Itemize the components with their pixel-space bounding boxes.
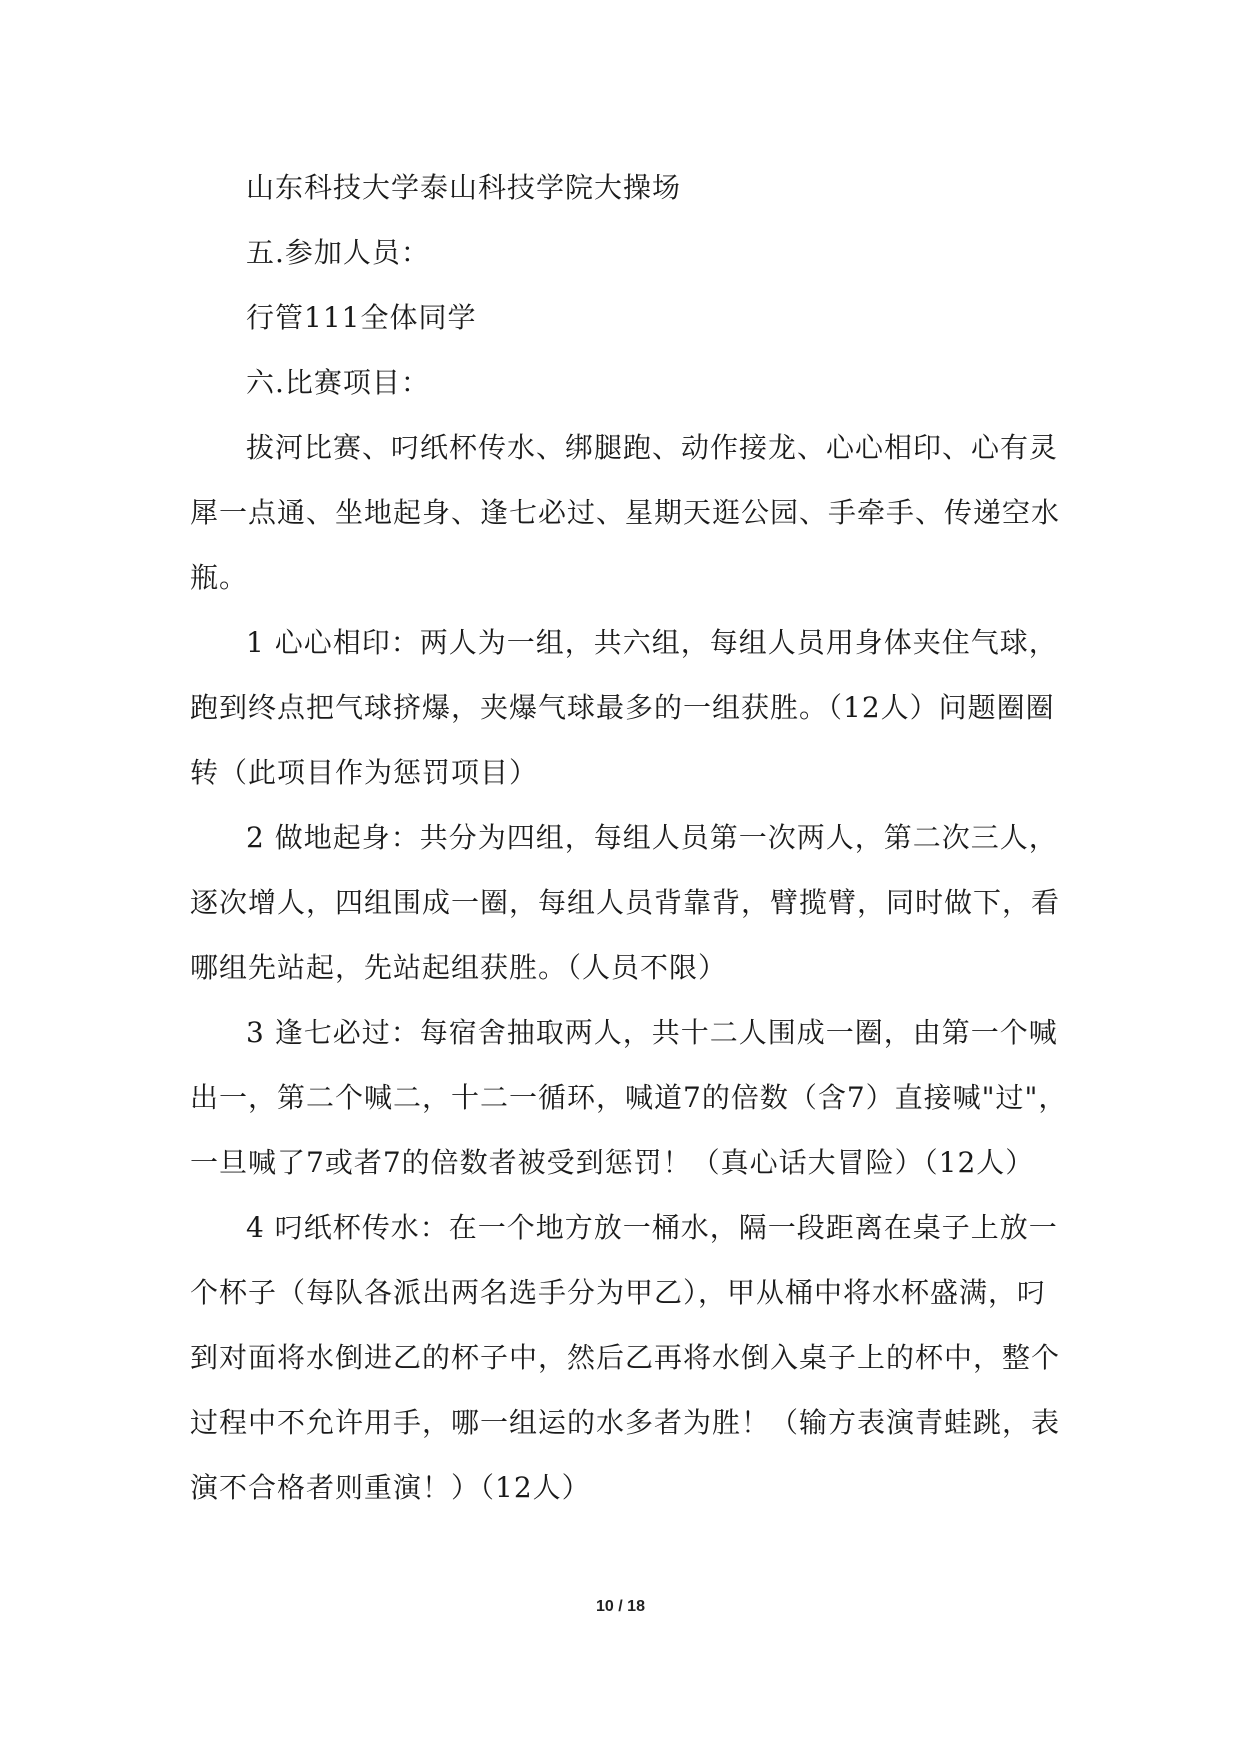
event-4-paragraph: 4 叼纸杯传水：在一个地方放一桶水，隔一段距离在桌子上放一个杯子（每队各派出两名选手分为甲乙），甲从桶中将水杯盛满，叼到对面将水倒进乙的杯子中，然后乙再将水倒入桌子上的杯中，整个过程中不允许用手，哪一组运的水多者为胜！（输方表演青蛙跳，表演不合格者则重演！）（12人） [190,1211,1061,1504]
event-1-paragraph: 1 心心相印：两人为一组，共六组，每组人员用身体夹住气球，跑到终点把气球挤爆，夹爆气球最多的一组获胜。（12人）问题圈圈转（此项目作为惩罚项目） [190,626,1058,789]
event-3-paragraph: 3 逢七必过：每宿舍抽取两人，共十二人围成一圈，由第一个喊出一，第二个喊二，十二一循环，喊道7的倍数（含7）直接喊"过"，一旦喊了7或者7的倍数者被受到惩罚！（真心话大冒险）（12人） [190,1016,1068,1179]
events-list-paragraph: 拔河比赛、叼纸杯传水、绑腿跑、动作接龙、心心相印、心有灵犀一点通、坐地起身、逢七必过、星期天逛公园、手牵手、传递空水瓶。 [190,431,1061,594]
section-heading-participants: 五.参加人员： [246,236,430,269]
section-heading-events: 六.比赛项目： [246,366,430,399]
event-2-paragraph: 2 做地起身：共分为四组，每组人员第一次两人，第二次三人，逐次增人，四组围成一圈，每组人员背靠背，臂揽臂，同时做下，看哪组先站起，先站起组获胜。（人员不限） [190,821,1061,984]
page-number: 10 / 18 [596,1598,645,1615]
venue-line: 山东科技大学泰山科技学院大操场 [246,171,682,204]
document-body [190,155,1070,1520]
participants-line: 行管111全体同学 [246,301,477,334]
